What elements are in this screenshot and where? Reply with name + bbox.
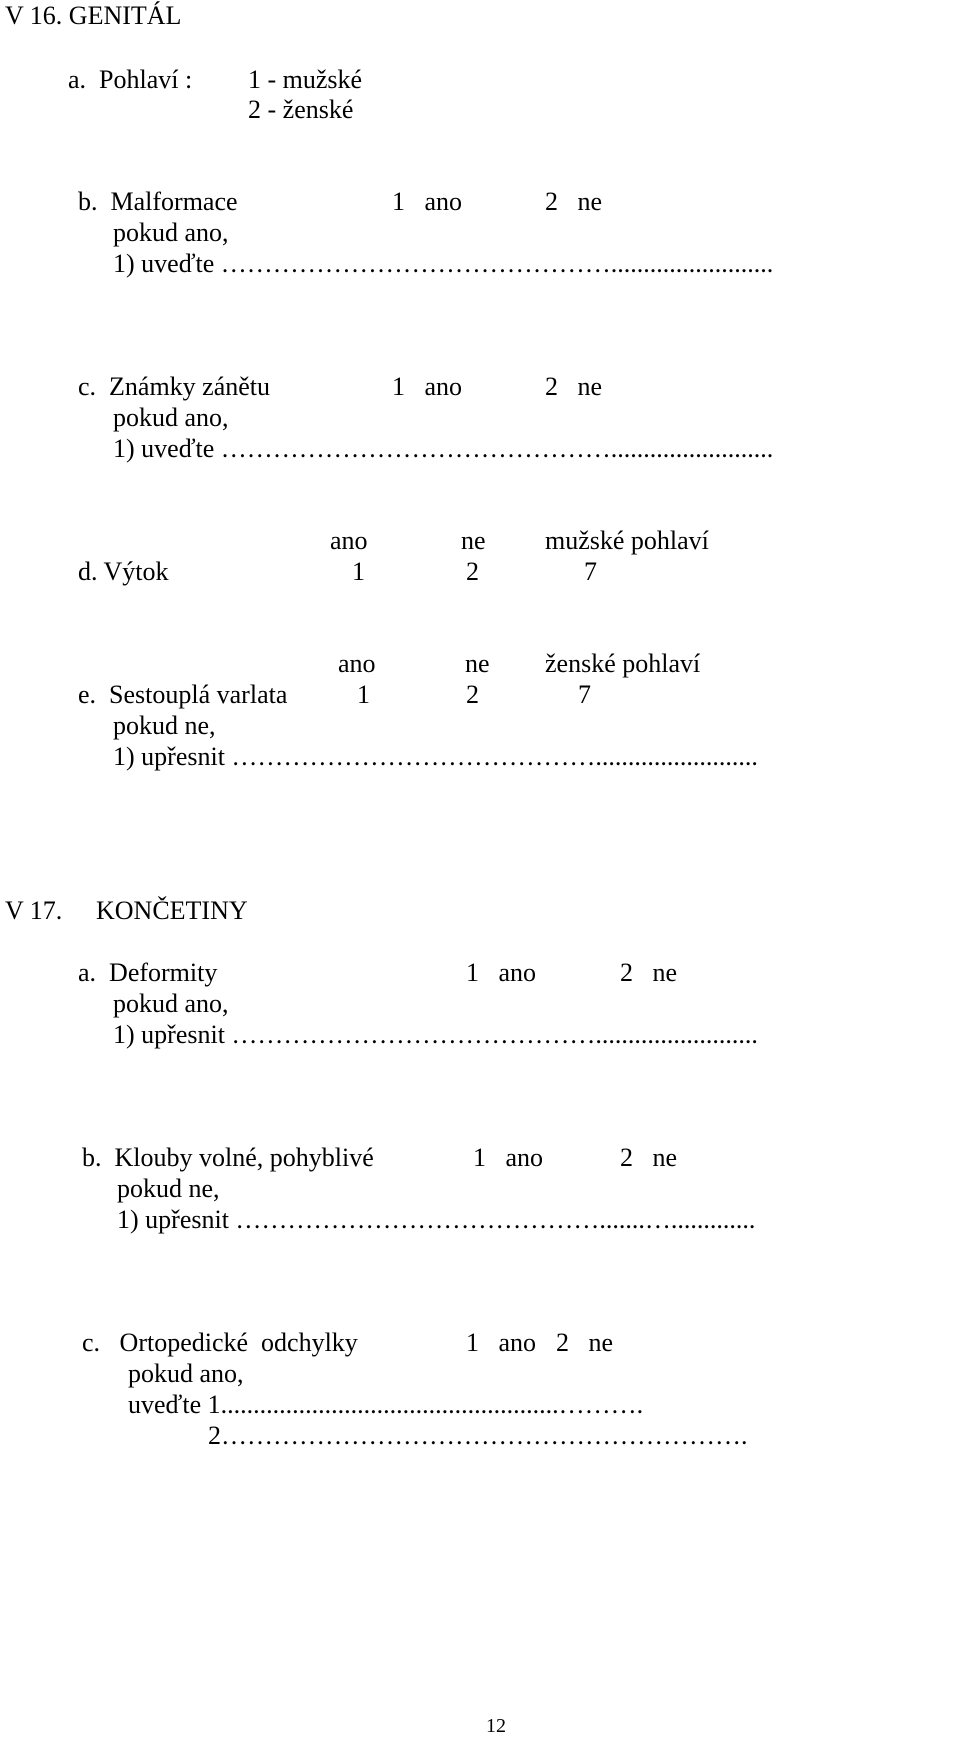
- section-title-v16: V 16. GENITÁL: [5, 1, 182, 30]
- sex-option-male: 1 - mužské: [248, 65, 363, 94]
- deformity-condition: pokud ano,: [113, 989, 229, 1018]
- deformity-label: a. Deformity: [78, 958, 218, 987]
- discharge-header-male: mužské pohlaví: [545, 526, 709, 555]
- inflammation-condition: pokud ano,: [113, 403, 229, 432]
- joints-detail: 1) upřesnit …………………………………….......….............: [117, 1205, 756, 1234]
- orthopedic-label: c. Ortopedické odchylky: [82, 1328, 358, 1357]
- orthopedic-condition: pokud ano,: [128, 1359, 244, 1388]
- testes-label: e. Sestouplá varlata: [78, 680, 288, 709]
- orthopedic-detail-2: 2…………………………………………………….: [208, 1421, 748, 1450]
- malformation-condition: pokud ano,: [113, 218, 229, 247]
- testes-value-2: 2: [466, 680, 479, 709]
- discharge-header-no: ne: [461, 526, 486, 555]
- testes-value-1: 1: [357, 680, 370, 709]
- malformation-label: b. Malformace: [78, 187, 238, 216]
- testes-detail: 1) upřesnit …………………………………….........................: [113, 742, 758, 771]
- deformity-detail: 1) upřesnit …………………………………….........................: [113, 1020, 758, 1049]
- sex-label: a. Pohlaví :: [68, 65, 193, 94]
- discharge-value-7: 7: [584, 557, 597, 586]
- testes-header-female: ženské pohlaví: [545, 649, 701, 678]
- section-title-v17: KONČETINY: [96, 896, 248, 925]
- malformation-no: 2 ne: [545, 187, 603, 216]
- inflammation-detail: 1) uveďte ……………………………………….........................: [113, 434, 774, 463]
- sex-option-female: 2 - ženské: [248, 95, 354, 124]
- testes-value-7: 7: [578, 680, 591, 709]
- deformity-yes: 1 ano: [466, 958, 537, 987]
- deformity-no: 2 ne: [620, 958, 678, 987]
- discharge-label: d. Výtok: [78, 557, 169, 586]
- orthopedic-detail-1: uveďte 1....................................................……….: [128, 1390, 644, 1419]
- testes-header-no: ne: [465, 649, 490, 678]
- testes-header-yes: ano: [338, 649, 376, 678]
- joints-no: 2 ne: [620, 1143, 678, 1172]
- orthopedic-yes: 1 ano: [466, 1328, 537, 1357]
- page-number: 12: [486, 1715, 506, 1737]
- malformation-yes: 1 ano: [392, 187, 463, 216]
- malformation-detail: 1) uveďte ……………………………………….........................: [113, 249, 774, 278]
- inflammation-yes: 1 ano: [392, 372, 463, 401]
- section-number-v17: V 17.: [5, 896, 63, 925]
- discharge-header-yes: ano: [330, 526, 368, 555]
- discharge-value-2: 2: [466, 557, 479, 586]
- joints-yes: 1 ano: [473, 1143, 544, 1172]
- inflammation-label: c. Známky zánětu: [78, 372, 271, 401]
- discharge-value-1: 1: [352, 557, 365, 586]
- testes-condition: pokud ne,: [113, 711, 216, 740]
- orthopedic-no: 2 ne: [556, 1328, 614, 1357]
- joints-condition: pokud ne,: [117, 1174, 220, 1203]
- joints-label: b. Klouby volné, pohyblivé: [82, 1143, 374, 1172]
- inflammation-no: 2 ne: [545, 372, 603, 401]
